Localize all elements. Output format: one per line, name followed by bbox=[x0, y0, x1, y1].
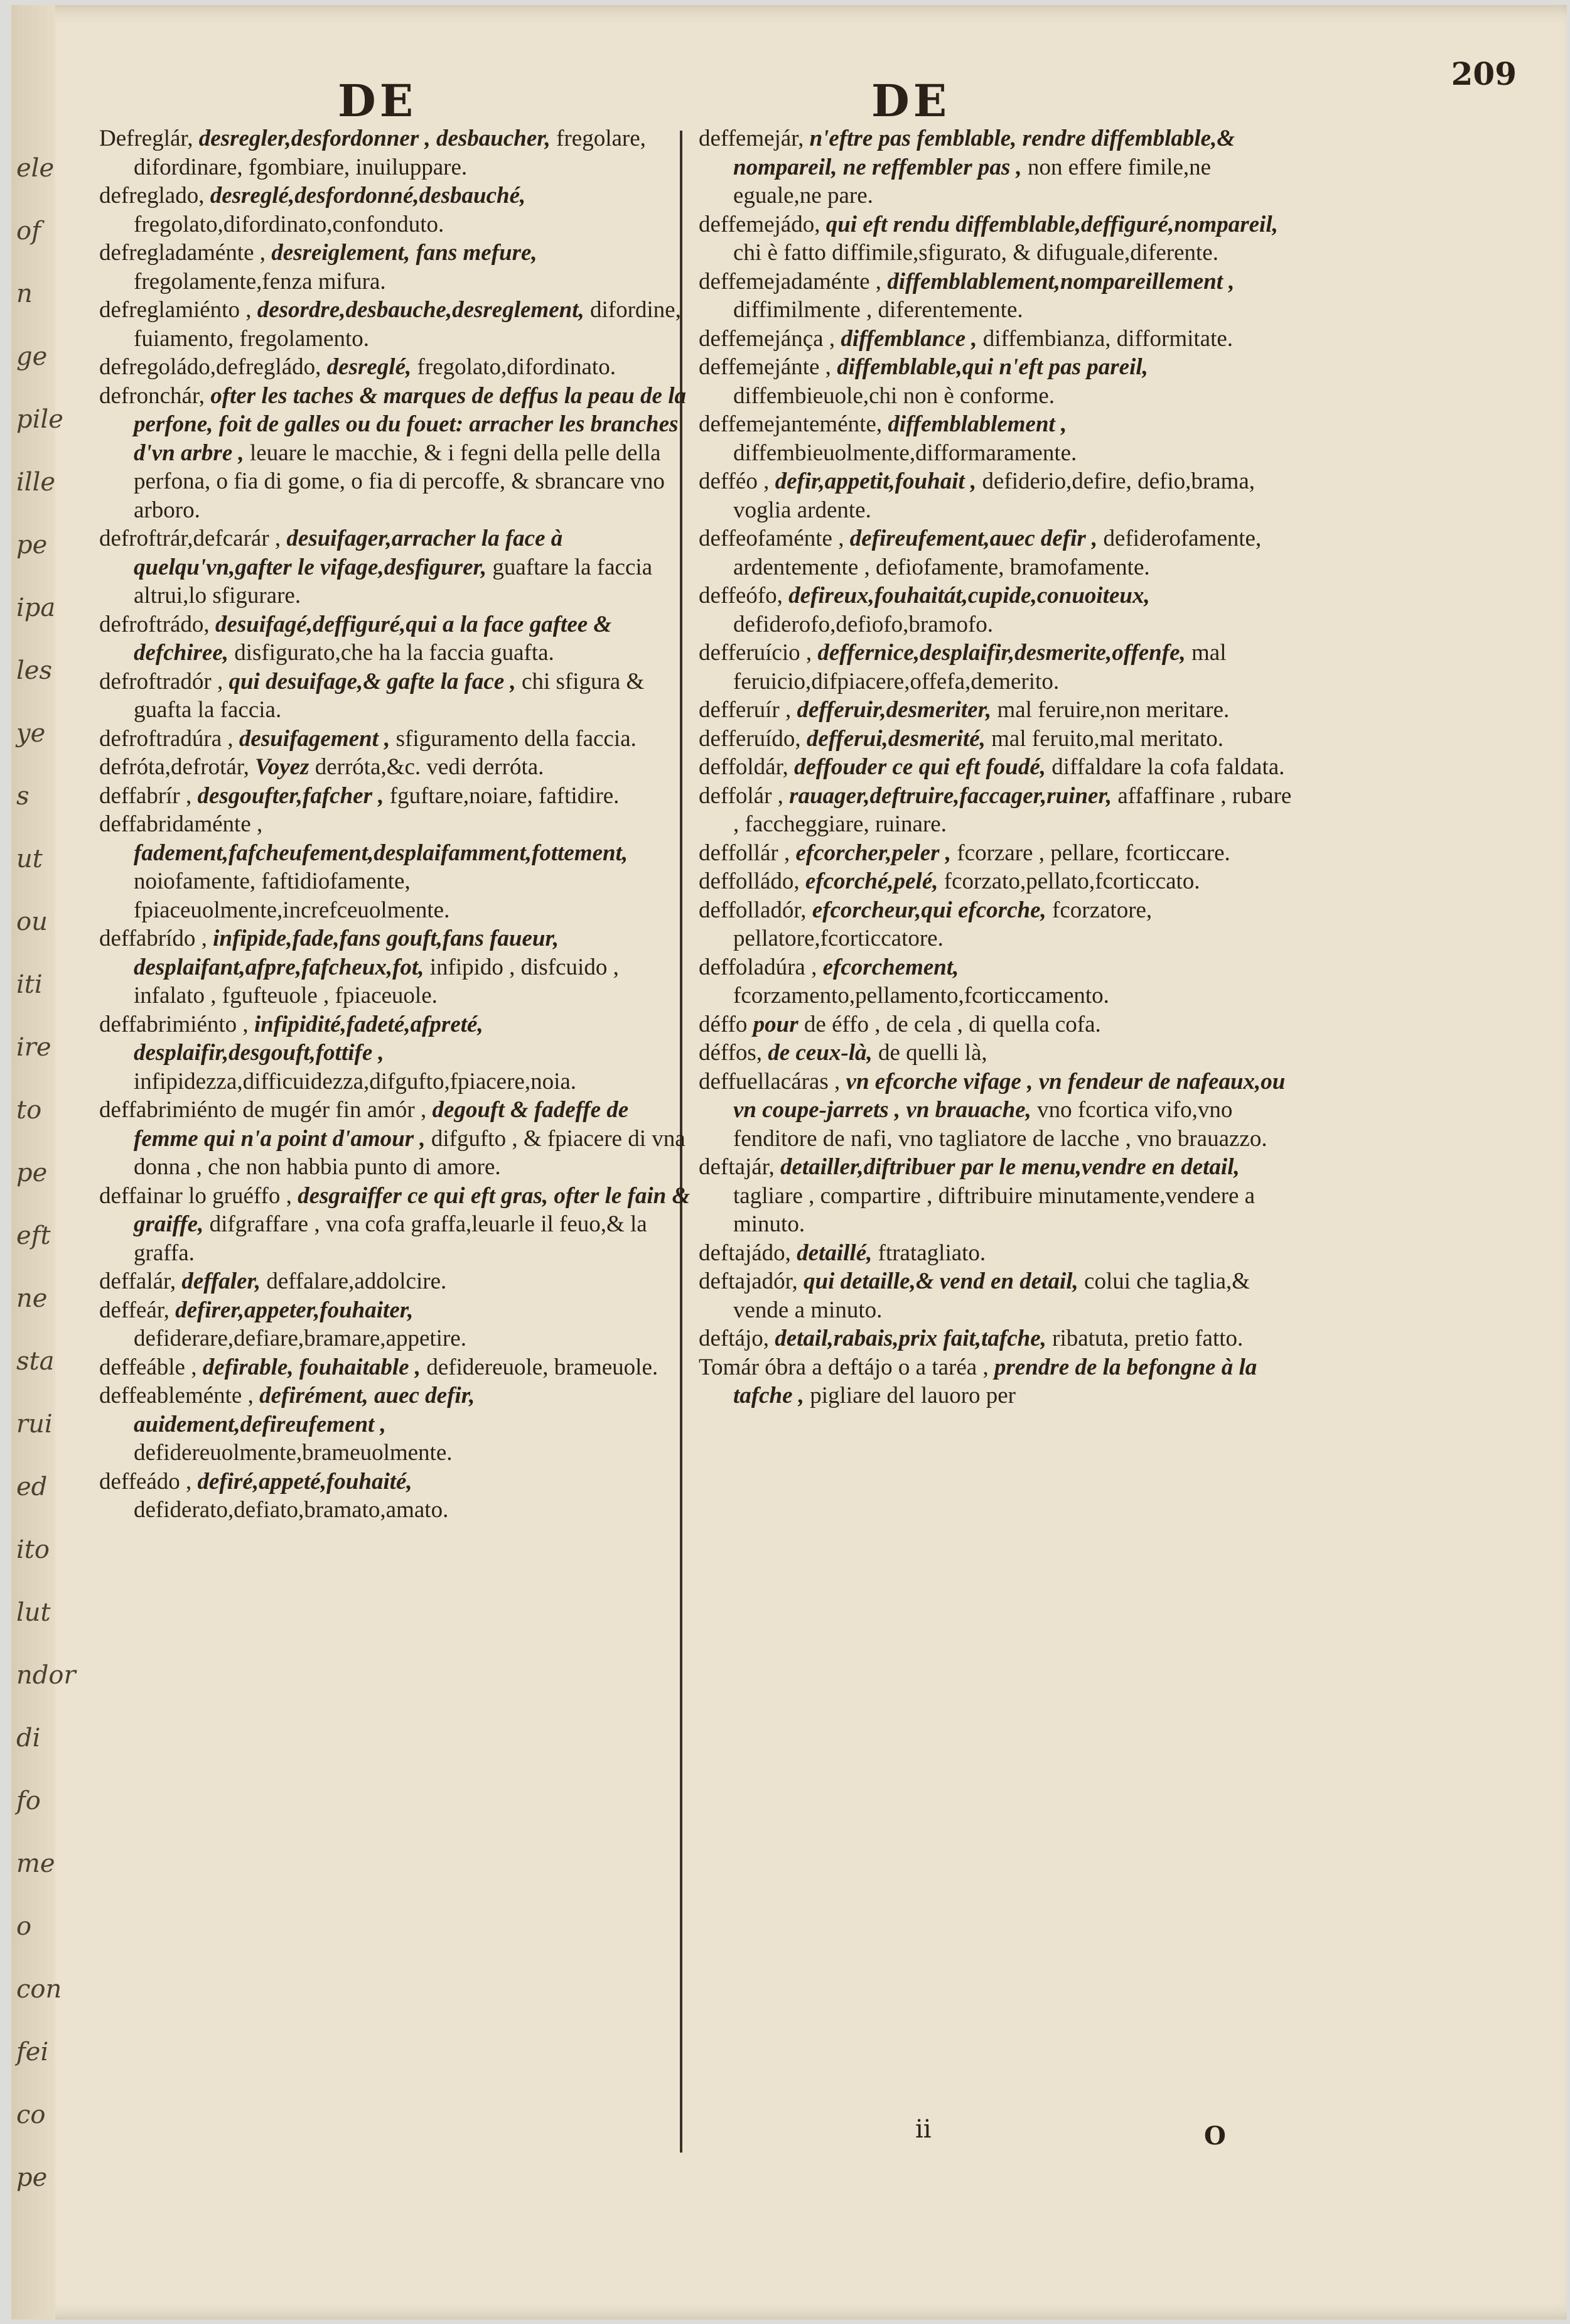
italian-gloss: non effere fimile,ne eguale,ne pare. bbox=[733, 154, 1212, 208]
italian-gloss: vno fcortica vifo,vno fenditore de nafi, vno tagliatore de lacche , vno brauazzo. bbox=[733, 1097, 1267, 1152]
dictionary-entry bbox=[699, 1353, 1295, 1410]
italian-gloss: fcorzare , pellare, fcorticcare. bbox=[957, 840, 1230, 866]
french-gloss: de ceux-là, bbox=[768, 1040, 878, 1066]
headword: deffemejánte , bbox=[699, 354, 837, 380]
italian-gloss: ftratagliato. bbox=[878, 1240, 986, 1266]
italian-gloss: defidereuolmente,brameuolmente. bbox=[134, 1440, 453, 1466]
italian-gloss: defiderato,defiato,bramato,amato. bbox=[134, 1497, 449, 1523]
italian-gloss: chi è fatto diffimile,sfigurato, & difuguale,diferente. bbox=[733, 240, 1218, 266]
margin-fragment: o bbox=[16, 1912, 32, 1941]
headword: Tomár óbra a deftájo o a taréa , bbox=[699, 1354, 994, 1380]
headword: defferuído, bbox=[699, 725, 807, 752]
french-gloss: desuifager,arracher la face à quelqu'vn,gafter le vifage,desfigurer, bbox=[134, 526, 563, 580]
french-gloss: desreiglement, fans mefure, bbox=[271, 240, 537, 266]
headword: deffemejár, bbox=[699, 126, 810, 151]
dictionary-entry bbox=[699, 867, 1295, 896]
french-gloss: diffemblablement,nompareillement , bbox=[887, 268, 1235, 295]
dictionary-entry bbox=[699, 210, 1295, 268]
headword: defféo , bbox=[699, 468, 775, 494]
headword: defregladaménte , bbox=[99, 240, 272, 266]
dictionary-entry bbox=[99, 1467, 696, 1525]
headword: deffoladúra , bbox=[699, 954, 823, 980]
headword: deftajár, bbox=[699, 1154, 780, 1180]
italian-gloss: derróta,&c. vedi derróta. bbox=[315, 754, 544, 780]
dictionary-entry bbox=[699, 410, 1295, 467]
french-gloss: detaillé, bbox=[797, 1240, 878, 1266]
french-gloss: qui desuifage,& gafte la face , bbox=[229, 668, 522, 694]
dictionary-entry bbox=[99, 296, 696, 353]
dictionary-entry bbox=[99, 353, 696, 382]
headword: deffeófo, bbox=[699, 583, 789, 608]
french-gloss: desuifagement , bbox=[239, 725, 396, 752]
french-gloss: detailler,diftribuer par le menu,vendre en detail, bbox=[780, 1154, 1240, 1180]
italian-gloss: diffaldare la cofa faldata. bbox=[1051, 754, 1285, 780]
italian-gloss: leuare le macchie, & i fegni della pelle della perfona, o fia di gome, o fia di percoffe, & sbrancare vno arboro. bbox=[134, 440, 665, 523]
french-gloss: infipidité,fadeté,afpreté, desplaifir,desgouft,fottife , bbox=[134, 1011, 483, 1066]
italian-gloss: defidereuole, brameuole. bbox=[426, 1354, 659, 1380]
italian-gloss: mal feruire,non meritare. bbox=[997, 697, 1230, 723]
headword: defroftrár,defcarár , bbox=[99, 526, 287, 551]
margin-fragment: ut bbox=[16, 845, 43, 873]
french-gloss: ofter les taches & marques de deffus la peau de la perfone, foit de galles ou du fouet: arracher les branches d'vn arbre , bbox=[134, 382, 687, 466]
margin-fragment: pe bbox=[16, 531, 48, 559]
italian-gloss: diffimilmente , diferentemente. bbox=[733, 297, 1023, 323]
page-number: 209 bbox=[1451, 55, 1517, 92]
margin-fragment: pe bbox=[16, 1159, 48, 1187]
right-column bbox=[699, 124, 1295, 2153]
margin-fragment: ille bbox=[16, 468, 56, 497]
italian-gloss: guaftare la faccia altrui,lo sfigurare. bbox=[134, 554, 653, 608]
dictionary-entry bbox=[699, 1153, 1295, 1239]
headword: defróta,defrotár, bbox=[99, 754, 255, 780]
dictionary-entry bbox=[699, 725, 1295, 754]
french-gloss: defiré,appeté,fouhaité, bbox=[197, 1468, 412, 1494]
left-column bbox=[99, 124, 696, 2153]
headword: deffolladór, bbox=[699, 897, 812, 923]
italian-gloss: de quelli là, bbox=[878, 1040, 987, 1066]
dictionary-entry bbox=[99, 753, 696, 782]
headword: deffuellacáras , bbox=[699, 1068, 846, 1094]
margin-fragment: co bbox=[16, 2100, 46, 2129]
dictionary-entry bbox=[99, 181, 696, 239]
margin-fragment: ne bbox=[16, 1284, 48, 1313]
headword: deffeáble , bbox=[99, 1354, 203, 1380]
italian-gloss: fregolamente,fenza mifura. bbox=[134, 268, 386, 295]
french-gloss: diffemblance , bbox=[841, 325, 983, 352]
dictionary-entry bbox=[699, 953, 1295, 1010]
headword: deffeádo , bbox=[99, 1468, 198, 1494]
margin-fragment: di bbox=[16, 1724, 41, 1753]
margin-fragment: eft bbox=[16, 1221, 51, 1250]
italian-gloss: difgraffare , vna cofa graffa,leuarle il feuo,& la graffa. bbox=[134, 1211, 647, 1266]
headword: deffabridaménte , bbox=[99, 811, 263, 837]
signature-mark: ii bbox=[915, 2115, 932, 2144]
dictionary-entry bbox=[699, 1324, 1295, 1353]
headword: deffabrimiénto , bbox=[99, 1011, 254, 1037]
headword: deffemejanteménte, bbox=[699, 411, 888, 437]
italian-gloss: diffembianza, difformitate. bbox=[982, 325, 1234, 352]
italian-gloss: defiderofamente, ardentemente , defiofamente, bramofamente. bbox=[733, 526, 1262, 580]
margin-fragment: s bbox=[16, 782, 30, 811]
margin-fragment: lut bbox=[16, 1598, 51, 1627]
dictionary-entry bbox=[99, 810, 696, 924]
italian-gloss: mal feruicio,difpiacere,offefa,demerito. bbox=[733, 640, 1227, 694]
french-gloss: diffemblablement , bbox=[888, 411, 1067, 437]
french-gloss: defireufement,auec defir , bbox=[849, 526, 1104, 551]
french-gloss: degouft & fadeffe de femme qui n'a point d'amour , bbox=[134, 1097, 629, 1152]
margin-fragment: les bbox=[16, 656, 52, 685]
dictionary-entry bbox=[99, 239, 696, 296]
italian-gloss: de éffo , de cela , di quella cofa. bbox=[804, 1011, 1101, 1037]
headword: defroftradór , bbox=[99, 668, 229, 694]
headword: defferuício , bbox=[699, 640, 818, 666]
catchword: O bbox=[1204, 2121, 1226, 2151]
french-gloss: prendre de la befongne à la tafche , bbox=[733, 1354, 1257, 1408]
headword: déffos, bbox=[699, 1040, 768, 1066]
dictionary-entry bbox=[99, 124, 696, 181]
dictionary-entry bbox=[699, 1239, 1295, 1268]
dictionary-entry bbox=[699, 124, 1295, 210]
italian-gloss: fcorzatore, pellatore,fcorticcatore. bbox=[733, 897, 1153, 951]
margin-fragment: ipa bbox=[16, 593, 56, 622]
french-gloss: defirément, auec defir, auidement,defireufement , bbox=[134, 1383, 475, 1437]
dictionary-entry bbox=[99, 1267, 696, 1296]
french-gloss: fadement,fafcheufement,desplaifamment,fottement, bbox=[134, 840, 628, 866]
headword: defferuír , bbox=[699, 697, 797, 723]
italian-gloss: defiderio,defire, defio,brama, voglia ardente. bbox=[733, 468, 1255, 523]
french-gloss: defireux,fouhaitát,cupide,conuoiteux, bbox=[788, 583, 1150, 608]
margin-fragment: fo bbox=[16, 1786, 41, 1815]
headword: deffainar lo gruéffo , bbox=[99, 1182, 298, 1209]
french-gloss: qui detaille,& vend en detail, bbox=[804, 1268, 1085, 1294]
italian-gloss: chi sfigura & guafta la faccia. bbox=[134, 668, 645, 723]
dictionary-entry bbox=[99, 1381, 696, 1467]
margin-fragment: ele bbox=[16, 154, 55, 183]
headword: deffolár , bbox=[699, 782, 790, 809]
italian-gloss: defiderare,defiare,bramare,appetire. bbox=[134, 1326, 466, 1351]
headword: deffeofaménte , bbox=[699, 526, 850, 551]
headword: deffeableménte , bbox=[99, 1383, 260, 1408]
dictionary-entry bbox=[99, 725, 696, 754]
dictionary-entry bbox=[99, 1353, 696, 1382]
headword: deffemejadaménte , bbox=[699, 268, 888, 295]
italian-gloss: fregolato,difordinato. bbox=[417, 354, 616, 380]
dictionary-entry bbox=[699, 268, 1295, 325]
dictionary-entry bbox=[699, 581, 1295, 639]
french-gloss: desreglé, bbox=[326, 354, 417, 380]
headword: deftajádo, bbox=[699, 1240, 797, 1266]
dictionary-entry bbox=[699, 782, 1295, 839]
margin-fragment: iti bbox=[16, 970, 43, 999]
headword: deftájo, bbox=[699, 1326, 775, 1351]
french-gloss: infipide,fade,fans gouft,fans faueur, desplaifant,afpre,fafcheux,fot, bbox=[134, 926, 559, 980]
dictionary-entry bbox=[699, 1039, 1295, 1067]
italian-gloss: diffembieuolmente,difformaramente. bbox=[733, 440, 1077, 466]
french-gloss: detail,rabais,prix fait,tafche, bbox=[775, 1326, 1053, 1351]
left-header-word: DE bbox=[338, 75, 417, 127]
right-header-word: DE bbox=[871, 75, 951, 127]
dictionary-entry bbox=[699, 753, 1295, 782]
dictionary-entry bbox=[99, 382, 696, 525]
dictionary-entry bbox=[699, 696, 1295, 725]
headword: deffemejádo, bbox=[699, 211, 826, 237]
french-gloss: desreglé,desfordonné,desbauché, bbox=[210, 183, 526, 208]
dictionary-entry bbox=[99, 782, 696, 811]
headword: deffemejánça , bbox=[699, 325, 841, 352]
dictionary-entry bbox=[699, 1010, 1295, 1039]
italian-gloss: mal feruito,mal meritato. bbox=[991, 725, 1224, 752]
french-gloss: desgoufter,fafcher , bbox=[197, 782, 390, 809]
headword: defregoládo,defregládo, bbox=[99, 354, 327, 380]
french-gloss: rauager,deftruire,faccager,ruiner, bbox=[789, 782, 1118, 809]
dictionary-entry bbox=[699, 1067, 1295, 1154]
dictionary-entry bbox=[699, 1267, 1295, 1324]
italian-gloss: fregolare, difordinare, fgombiare, inuiluppare. bbox=[134, 126, 646, 180]
italian-gloss: diffembieuole,chi non è conforme. bbox=[733, 382, 1055, 409]
french-gloss: efcorché,pelé, bbox=[805, 868, 944, 894]
french-gloss: desregler,desfordonner , desbaucher, bbox=[198, 126, 557, 151]
italian-gloss: difordine, fuiamento, fregolamento. bbox=[134, 297, 681, 352]
margin-fragment: of bbox=[16, 217, 41, 246]
italian-gloss: fregolato,difordinato,confonduto. bbox=[134, 211, 444, 237]
french-gloss: Voyez bbox=[255, 754, 315, 780]
headword: deftajadór, bbox=[699, 1268, 804, 1294]
margin-fragment: sta bbox=[16, 1347, 55, 1376]
dictionary-entry bbox=[99, 524, 696, 610]
headword: defreglamiénto , bbox=[99, 297, 257, 323]
margin-fragment: ge bbox=[16, 342, 48, 371]
margin-fragment: con bbox=[16, 1975, 62, 2004]
italian-gloss: defiderofo,defiofo,bramofo. bbox=[733, 611, 994, 637]
dictionary-entry bbox=[99, 1296, 696, 1353]
italian-gloss: noiofamente, faftidiofamente, fpiaceuolmente,increfceuolmente. bbox=[134, 868, 450, 923]
dictionary-entry bbox=[99, 1096, 696, 1182]
headword: defreglado, bbox=[99, 183, 210, 208]
italian-gloss: infipidezza,difficuidezza,difgufto,fpiacere,noia. bbox=[134, 1068, 577, 1094]
italian-gloss: disfigurato,che ha la faccia guafta. bbox=[234, 640, 554, 666]
italian-gloss: deffalare,addolcire. bbox=[266, 1268, 447, 1294]
dictionary-entry bbox=[699, 839, 1295, 868]
french-gloss: vn efcorche vifage , vn fendeur de nafeaux,ou vn coupe-jarrets , vn brauache, bbox=[733, 1068, 1286, 1123]
italian-gloss: fguftare,noiare, faftidire. bbox=[389, 782, 620, 809]
dictionary-entry bbox=[699, 639, 1295, 696]
margin-fragment: ou bbox=[16, 907, 48, 936]
italian-gloss: difgufto , & fpiacere di vna donna , che non habbia punto di amore. bbox=[134, 1125, 686, 1180]
french-gloss: efcorchement, bbox=[822, 954, 959, 980]
dictionary-entry bbox=[99, 610, 696, 667]
headword: deffalár, bbox=[99, 1268, 182, 1294]
headword: defroftrádo, bbox=[99, 611, 215, 637]
dictionary-entry bbox=[99, 1182, 696, 1268]
headword: deffolládo, bbox=[699, 868, 805, 894]
french-gloss: deffouder ce qui eft foudé, bbox=[793, 754, 1052, 780]
headword: defronchár, bbox=[99, 382, 211, 409]
italian-gloss: colui che taglia,& vende a minuto. bbox=[733, 1268, 1250, 1323]
italian-gloss: tagliare , compartire , diftribuire minutamente,vendere a minuto. bbox=[733, 1182, 1255, 1237]
margin-fragment: pe bbox=[16, 2163, 48, 2192]
headword: Defreglár, bbox=[99, 126, 199, 151]
dictionary-entry bbox=[699, 896, 1295, 953]
french-gloss: desordre,desbauche,desreglement, bbox=[257, 297, 590, 323]
margin-fragment: to bbox=[16, 1096, 42, 1125]
margin-fragment: me bbox=[16, 1849, 55, 1878]
italian-gloss: fcorzato,pellato,fcorticcato. bbox=[944, 868, 1200, 894]
italian-gloss: sfiguramento della faccia. bbox=[395, 725, 637, 752]
margin-fragment: ed bbox=[16, 1473, 48, 1501]
french-gloss: n'eftre pas femblable, rendre diffemblable,& nompareil, ne reffembler pas , bbox=[733, 126, 1235, 180]
dictionary-page bbox=[11, 5, 1567, 2320]
french-gloss: desgraiffer ce qui eft gras, ofter le fain & graiffe, bbox=[134, 1182, 691, 1237]
italian-gloss: ribatuta, pretio fatto. bbox=[1052, 1326, 1244, 1351]
headword: deffollár , bbox=[699, 840, 796, 866]
french-gloss: defferuir,desmeriter, bbox=[797, 697, 997, 723]
french-gloss: deffaler, bbox=[181, 1268, 267, 1294]
margin-fragment: ndor bbox=[16, 1661, 76, 1690]
margin-fragment: pile bbox=[16, 405, 63, 434]
italian-gloss: pigliare del lauoro per bbox=[810, 1383, 1016, 1408]
italian-gloss: fcorzamento,pellamento,fcorticcamento. bbox=[733, 983, 1109, 1008]
dictionary-entry bbox=[99, 667, 696, 725]
headword: deffabrído , bbox=[99, 926, 213, 951]
french-gloss: defirable, fouhaitable , bbox=[202, 1354, 427, 1380]
french-gloss: deffernice,desplaifir,desmerite,offenfe, bbox=[817, 640, 1192, 666]
headword: deffoldár, bbox=[699, 754, 794, 780]
headword: defroftradúra , bbox=[99, 725, 239, 752]
french-gloss: efcorcheur,qui efcorche, bbox=[812, 897, 1052, 923]
french-gloss: qui eft rendu diffemblable,deffiguré,nompareil, bbox=[825, 211, 1278, 237]
margin-fragment: ito bbox=[16, 1535, 50, 1564]
italian-gloss: affaffinare , rubare , faccheggiare, ruinare. bbox=[733, 782, 1292, 837]
margin-fragment: rui bbox=[16, 1410, 53, 1439]
dictionary-entry bbox=[99, 1010, 696, 1096]
french-gloss: defferui,desmerité, bbox=[806, 725, 992, 752]
headword: deffabrimiénto de mugér fin amór , bbox=[99, 1097, 433, 1123]
italian-gloss: infipido , disfcuido , infalato , fgufteuole , fpiaceuole. bbox=[134, 954, 619, 1008]
french-gloss: defirer,appeter,fouhaiter, bbox=[175, 1297, 414, 1323]
french-gloss: desuifagé,deffiguré,qui a la face gaftee & defchiree, bbox=[134, 611, 612, 666]
dictionary-entry bbox=[699, 353, 1295, 410]
headword: deffeár, bbox=[99, 1297, 176, 1323]
french-gloss: diffemblable,qui n'eft pas pareil, bbox=[837, 354, 1148, 380]
headword: deffabrír , bbox=[99, 782, 198, 809]
previous-page-margin bbox=[11, 5, 76, 2320]
dictionary-entry bbox=[699, 524, 1295, 581]
french-gloss: defir,appetit,fouhait , bbox=[775, 468, 982, 494]
margin-fragment: fei bbox=[16, 2038, 49, 2067]
french-gloss: pour bbox=[753, 1011, 804, 1037]
margin-fragment: ye bbox=[16, 719, 46, 748]
margin-fragment: ire bbox=[16, 1033, 51, 1062]
french-gloss: efcorcher,peler , bbox=[795, 840, 957, 866]
dictionary-entry bbox=[699, 467, 1295, 524]
dictionary-entry bbox=[99, 924, 696, 1010]
headword: déffo bbox=[699, 1011, 753, 1037]
margin-fragment: n bbox=[16, 279, 33, 308]
dictionary-entry bbox=[699, 325, 1295, 354]
